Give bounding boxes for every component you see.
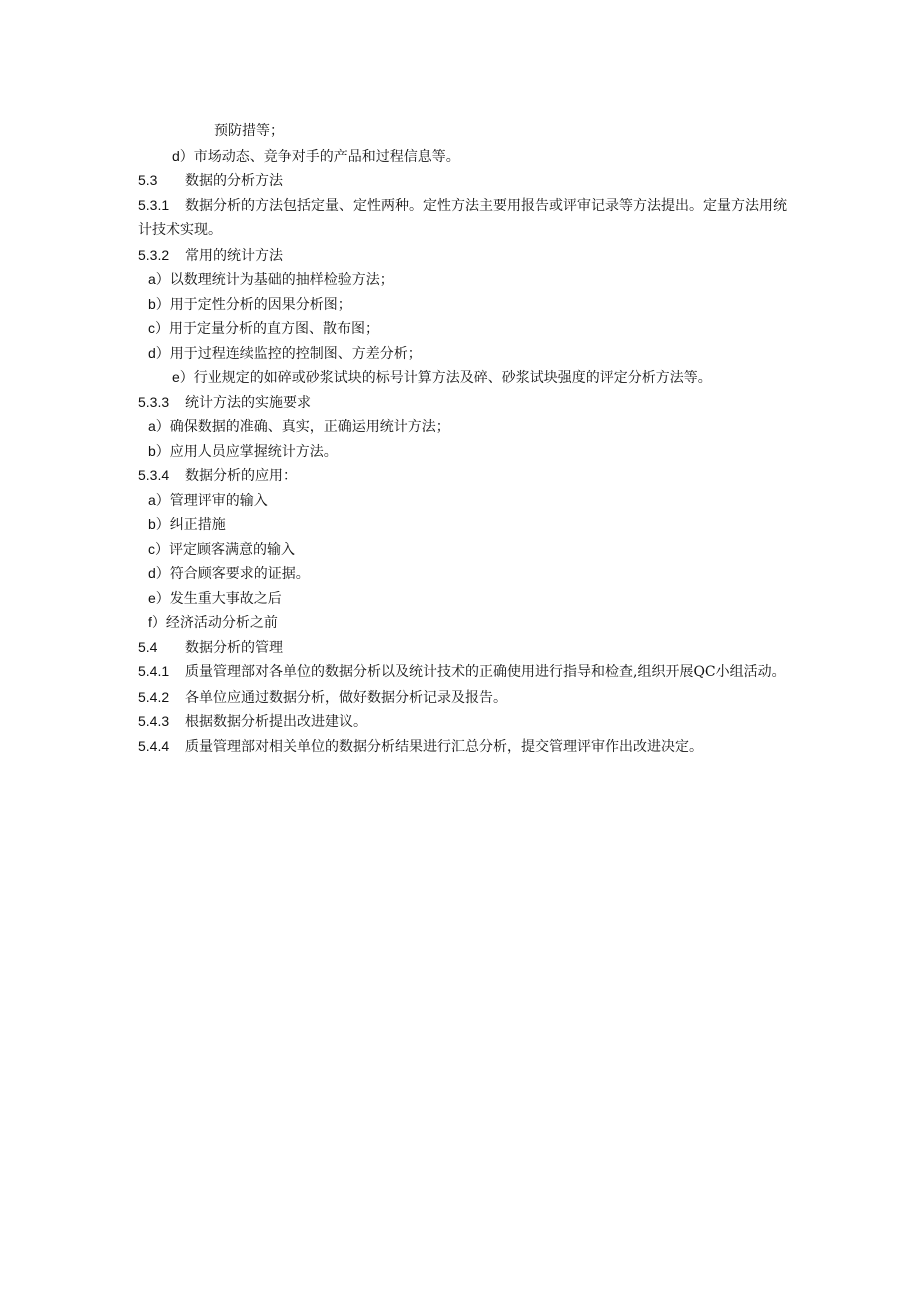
clause-text: 质量管理部对相关单位的数据分析结果进行汇总分析，提交管理评审作出改进决定。	[185, 738, 703, 755]
list-item	[138, 316, 788, 341]
clause-number: 5.3.1	[138, 196, 170, 213]
list-text: 用于过程连续监控的控制图、方差分析；	[169, 345, 422, 362]
list-item	[138, 439, 788, 464]
list-marker: f）	[148, 614, 166, 630]
clause-text: 常用的统计方法	[185, 247, 283, 264]
list-marker: e）	[148, 589, 170, 606]
list-marker: e）	[172, 369, 194, 385]
list-marker: d）	[148, 565, 170, 581]
clause-5-3-4	[138, 463, 788, 488]
list-text: 发生重大事故之后	[169, 590, 282, 607]
clause-text: 统计方法的实施要求	[185, 394, 311, 411]
list-item	[138, 341, 788, 366]
clause-5-4-4	[138, 734, 788, 759]
section-heading-5-3	[138, 168, 788, 193]
clause-number: 5.4.4	[138, 737, 170, 754]
clause-number: 5.4.1	[138, 663, 170, 679]
list-item	[138, 144, 788, 169]
section-title: 数据的分析方法	[185, 173, 283, 189]
list-text: 评定顾客满意的输入	[169, 541, 295, 558]
document-body	[138, 119, 788, 758]
clause-text: 各单位应通过数据分析，做好数据分析记录及报告。	[185, 689, 507, 706]
clause-5-3-3	[138, 390, 788, 415]
section-title: 数据分析的管理	[185, 639, 283, 656]
clause-number: 5.3.2	[138, 246, 170, 263]
clause-number: 5.4.2	[138, 688, 170, 705]
list-item	[138, 414, 788, 439]
list-text: 以数理统计为基础的抽样检验方法；	[169, 272, 394, 288]
clause-5-4-1	[138, 659, 788, 685]
clause-number: 5.3.3	[138, 393, 170, 410]
list-text: 经济活动分析之前	[165, 615, 278, 631]
list-marker: c）	[148, 540, 169, 557]
clause-text: 根据数据分析提出改进建议。	[185, 714, 367, 730]
clause-number: 5.4.3	[138, 713, 170, 729]
list-item	[138, 586, 788, 611]
clause-5-3-2	[138, 243, 788, 268]
list-item	[138, 267, 788, 292]
list-text: 用于定性分析的因果分析图；	[169, 296, 352, 313]
list-text: 应用人员应掌握统计方法。	[169, 443, 338, 460]
list-text: 符合顾客要求的证据。	[169, 566, 310, 582]
list-item	[138, 365, 788, 390]
list-text: 用于定量分析的直方图、散布图；	[169, 321, 379, 337]
list-text: 确保数据的准确、真实，正确运用统计方法；	[169, 419, 450, 435]
list-marker: b）	[148, 295, 170, 312]
continuation-text: 预防措等；	[214, 123, 284, 139]
clause-number: 5.3.4	[138, 467, 170, 483]
list-text: 行业规定的如碎或砂浆试块的标号计算方法及碎、砂浆试块强度的评定分析方法等。	[193, 370, 712, 386]
list-item	[138, 488, 788, 513]
list-item	[138, 512, 788, 537]
list-text: 市场动态、竞争对手的产品和过程信息等。	[193, 148, 460, 165]
list-item	[138, 561, 788, 586]
section-number: 5.3	[138, 172, 158, 188]
clause-5-4-2	[138, 685, 788, 710]
list-item	[138, 537, 788, 562]
list-marker: d）	[148, 344, 170, 361]
list-marker: d）	[172, 147, 194, 164]
list-marker: c）	[148, 320, 169, 336]
section-number: 5.4	[138, 638, 158, 655]
list-text: 纠正措施	[169, 517, 226, 533]
list-marker: b）	[148, 516, 170, 532]
list-text: 管理评审的输入	[169, 492, 268, 509]
list-marker: a）	[148, 418, 170, 434]
clause-text: 数据分析的应用：	[185, 468, 297, 484]
clause-5-3-1	[138, 193, 788, 243]
list-item	[138, 292, 788, 317]
clause-text: 数据分析的方法包括定量、定性两种。定性方法主要用报告或评审记录等方法提出。定量方法用统计技术实现。	[138, 197, 787, 238]
list-marker: b）	[148, 442, 170, 459]
list-marker: a）	[148, 491, 170, 508]
list-item	[138, 610, 788, 635]
continuation-line	[138, 119, 788, 144]
clause-5-4-3	[138, 709, 788, 734]
clause-text: 质量管理部对各单位的数据分析以及统计技术的正确使用进行指导和检查,组织开展QC小组活动。	[185, 664, 786, 680]
list-marker: a）	[148, 271, 170, 287]
section-heading-5-4	[138, 635, 788, 660]
